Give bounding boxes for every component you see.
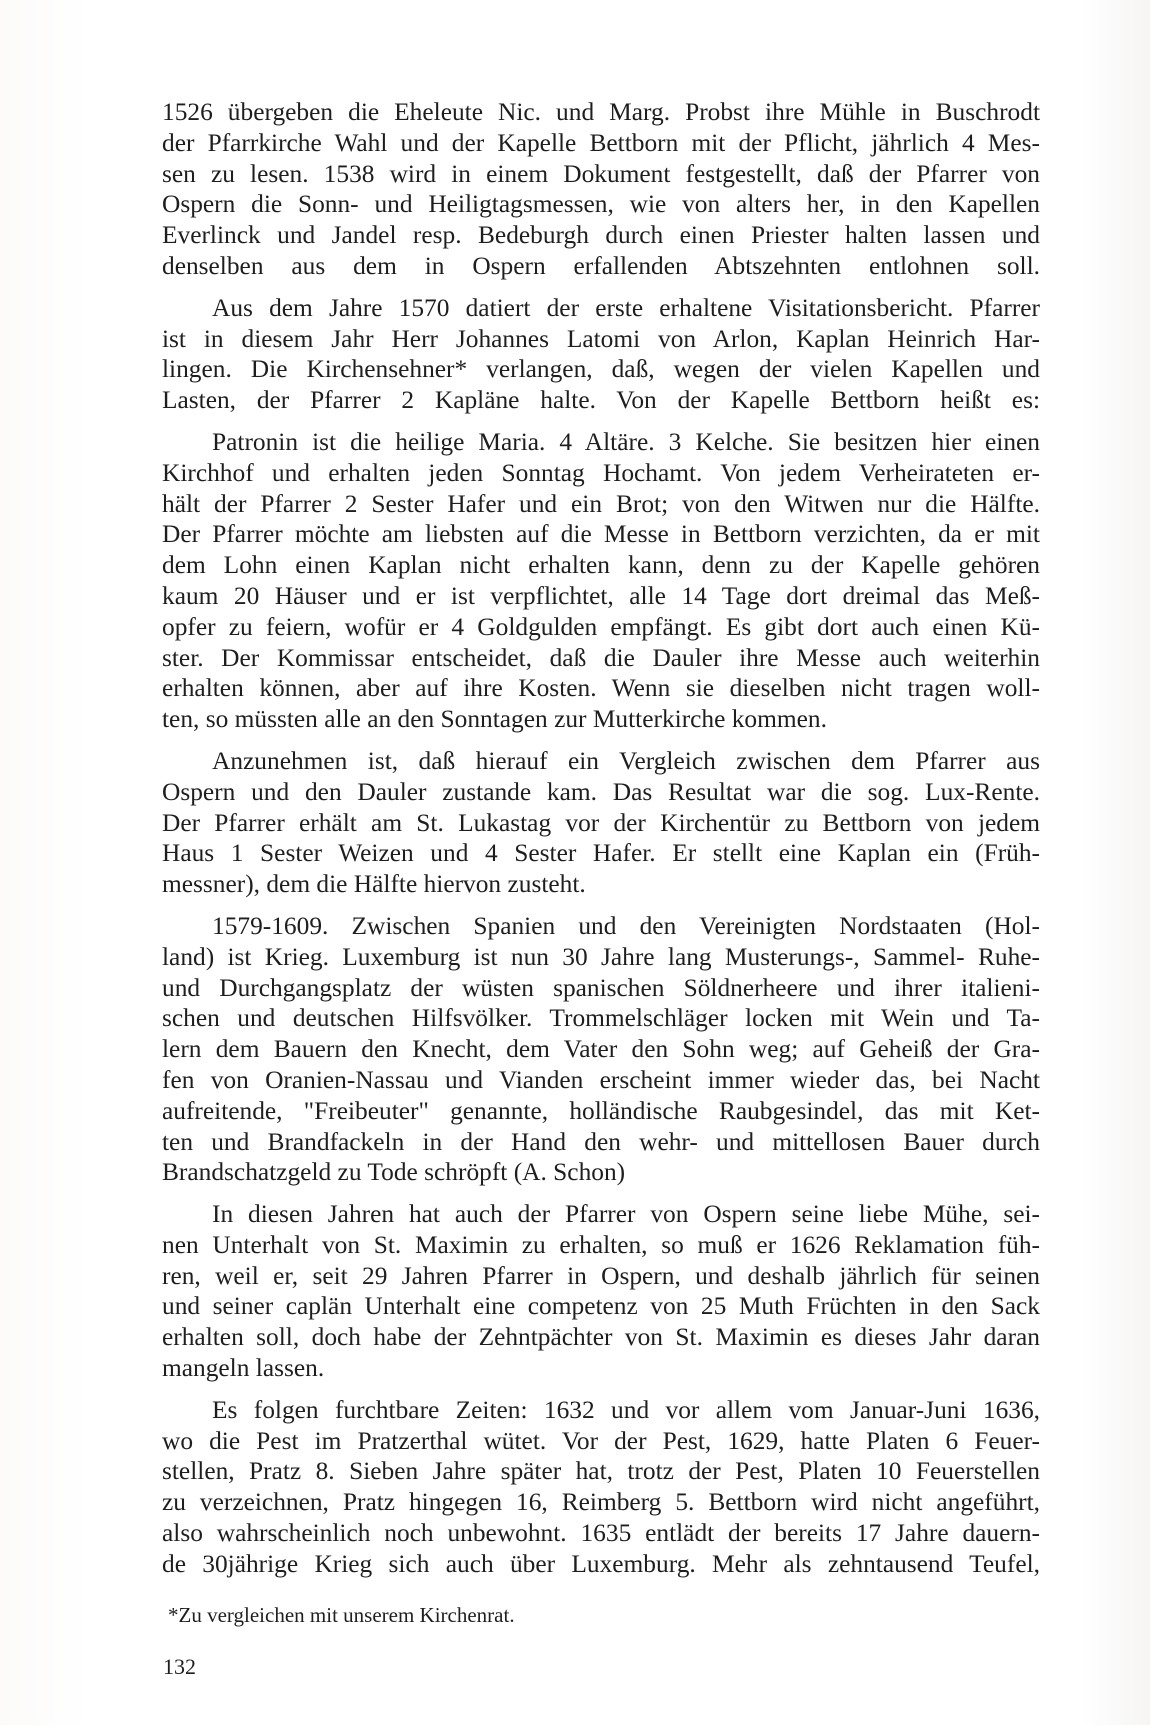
text-line: stellen, Pratz 8. Sieben Jahre später hat, trotz der Pest, Platen 10 Feuerstellen	[162, 1457, 1040, 1486]
text-line: aufreitende, "Freibeuter" genannte, holländische Raubgesindel, das mit Ket-	[162, 1096, 1040, 1125]
text-line: messner), dem die Hälfte hiervon zusteht.	[162, 870, 586, 899]
text-line: erhalten können, aber auf ihre Kosten. Wenn sie dieselben nicht tragen woll-	[162, 674, 1040, 703]
text-line: ten, so müssten alle an den Sonntagen zur Mutterkirche kommen.	[162, 705, 827, 734]
text-line: Kirchhof und erhalten jeden Sonntag Hochamt. Von jedem Verheirateten er-	[162, 458, 1040, 487]
text-line: ist in diesem Jahr Herr Johannes Latomi von Arlon, Kaplan Heinrich Har-	[162, 324, 1040, 353]
text-line: nen Unterhalt von St. Maximin zu erhalten, so muß er 1626 Reklamation füh-	[162, 1230, 1040, 1259]
text-line: In diesen Jahren hat auch der Pfarrer von Ospern seine liebe Mühe, sei-	[212, 1200, 1040, 1229]
text-line: Patronin ist die heilige Maria. 4 Altäre. 3 Kelche. Sie besitzen hier einen	[212, 427, 1040, 456]
text-line: und seiner caplän Unterhalt eine competenz von 25 Muth Früchten in den Sack	[162, 1292, 1040, 1321]
paragraph-1	[162, 97, 1040, 282]
text-line: lern dem Bauern den Knecht, dem Vater den Sohn weg; auf Geheiß der Gra-	[162, 1035, 1040, 1064]
page-number: 132	[163, 1654, 196, 1679]
text-line: der Pfarrkirche Wahl und der Kapelle Bettborn mit der Pflicht, jährlich 4 Mes-	[162, 128, 1040, 157]
text-line: also wahrscheinlich noch unbewohnt. 1635 entlädt der bereits 17 Jahre dauern-	[162, 1519, 1040, 1548]
text-line: hält der Pfarrer 2 Sester Hafer und ein Brot; von den Witwen nur die Hälfte.	[162, 489, 1040, 518]
body-text	[162, 97, 1040, 1591]
text-line: Es folgen furchtbare Zeiten: 1632 und vor allem vom Januar-Juni 1636,	[212, 1395, 1040, 1424]
text-line: Ospern und den Dauler zustande kam. Das Resultat war die sog. Lux-Rente.	[162, 777, 1040, 806]
text-line: ren, weil er, seit 29 Jahren Pfarrer in Ospern, und deshalb jährlich für seinen	[162, 1261, 1040, 1290]
text-line: ten und Brandfackeln in der Hand den wehr- und mittellosen Bauer durch	[162, 1127, 1040, 1156]
text-line: 1579-1609. Zwischen Spanien und den Vereinigten Nordstaaten (Hol-	[212, 911, 1040, 940]
text-line: denselben aus dem in Ospern erfallenden Abtszehnten entlohnen soll.	[162, 251, 1040, 280]
text-line: de 30jährige Krieg sich auch über Luxemburg. Mehr als zehntausend Teufel,	[162, 1549, 1040, 1578]
text-line: fen von Oranien-Nassau und Vianden erscheint immer wieder das, bei Nacht	[162, 1065, 1040, 1094]
text-line: 1526 übergeben die Eheleute Nic. und Marg. Probst ihre Mühle in Buschrodt	[162, 98, 1040, 126]
text-line: sen zu lesen. 1538 wird in einem Dokument festgestellt, daß der Pfarrer von	[162, 159, 1040, 188]
text-line: und Durchgangsplatz der wüsten spanischen Söldnerheere und ihrer italieni-	[162, 973, 1040, 1002]
text-line: Lasten, der Pfarrer 2 Kapläne halte. Von der Kapelle Bettborn heißt es:	[162, 386, 1040, 415]
paragraph-4	[162, 746, 1040, 900]
text-line: Brandschatzgeld zu Tode schröpft (A. Schon)	[162, 1158, 626, 1187]
text-line: dem Lohn einen Kaplan nicht erhalten kann, denn zu der Kapelle gehören	[162, 551, 1040, 580]
paragraph-3	[162, 427, 1040, 735]
text-line: kaum 20 Häuser und er ist verpflichtet, alle 14 Tage dort dreimal das Meß-	[162, 581, 1040, 610]
text-line: Ospern die Sonn- und Heiligtagsmessen, wie von alters her, in den Kapellen	[162, 190, 1040, 219]
text-line: erhalten soll, doch habe der Zehntpächter von St. Maximin es dieses Jahr daran	[162, 1323, 1040, 1352]
text-line: schen und deutschen Hilfsvölker. Trommelschläger locken mit Wein und Ta-	[162, 1004, 1040, 1033]
paragraph-6	[162, 1199, 1040, 1384]
text-line: mangeln lassen.	[162, 1354, 325, 1383]
text-line: opfer zu feiern, wofür er 4 Goldgulden empfängt. Es gibt dort auch einen Kü-	[162, 612, 1040, 641]
text-line: lingen. Die Kirchensehner* verlangen, daß, wegen der vielen Kapellen und	[162, 355, 1040, 384]
text-line: Aus dem Jahre 1570 datiert der erste erhaltene Visitationsbericht. Pfarrer	[212, 293, 1040, 322]
paragraph-7	[162, 1395, 1040, 1580]
footnote: *Zu vergleichen mit unserem Kirchenrat.	[168, 1603, 515, 1627]
text-line: Haus 1 Sester Weizen und 4 Sester Hafer. Er stellt eine Kaplan ein (Früh-	[162, 839, 1040, 868]
text-line: land) ist Krieg. Luxemburg ist nun 30 Jahre lang Musterungs-, Sammel- Ruhe-	[162, 942, 1040, 971]
text-line: ster. Der Kommissar entscheidet, daß die Dauler ihre Messe auch weiterhin	[162, 643, 1040, 672]
text-line: wo die Pest im Pratzerthal wütet. Vor der Pest, 1629, hatte Platen 6 Feuer-	[162, 1426, 1040, 1455]
text-line: Der Pfarrer möchte am liebsten auf die Messe in Bettborn verzichten, da er mit	[162, 520, 1040, 549]
text-line: zu verzeichnen, Pratz hingegen 16, Reimberg 5. Bettborn wird nicht angeführt,	[162, 1488, 1040, 1517]
paragraph-5	[162, 911, 1040, 1188]
text-line: Anzunehmen ist, daß hierauf ein Vergleich zwischen dem Pfarrer aus	[212, 746, 1040, 775]
text-line: Der Pfarrer erhält am St. Lukastag vor der Kirchentür zu Bettborn von jedem	[162, 808, 1040, 837]
text-line: Everlinck und Jandel resp. Bedeburgh durch einen Priester halten lassen und	[162, 221, 1040, 250]
paragraph-2	[162, 293, 1040, 416]
